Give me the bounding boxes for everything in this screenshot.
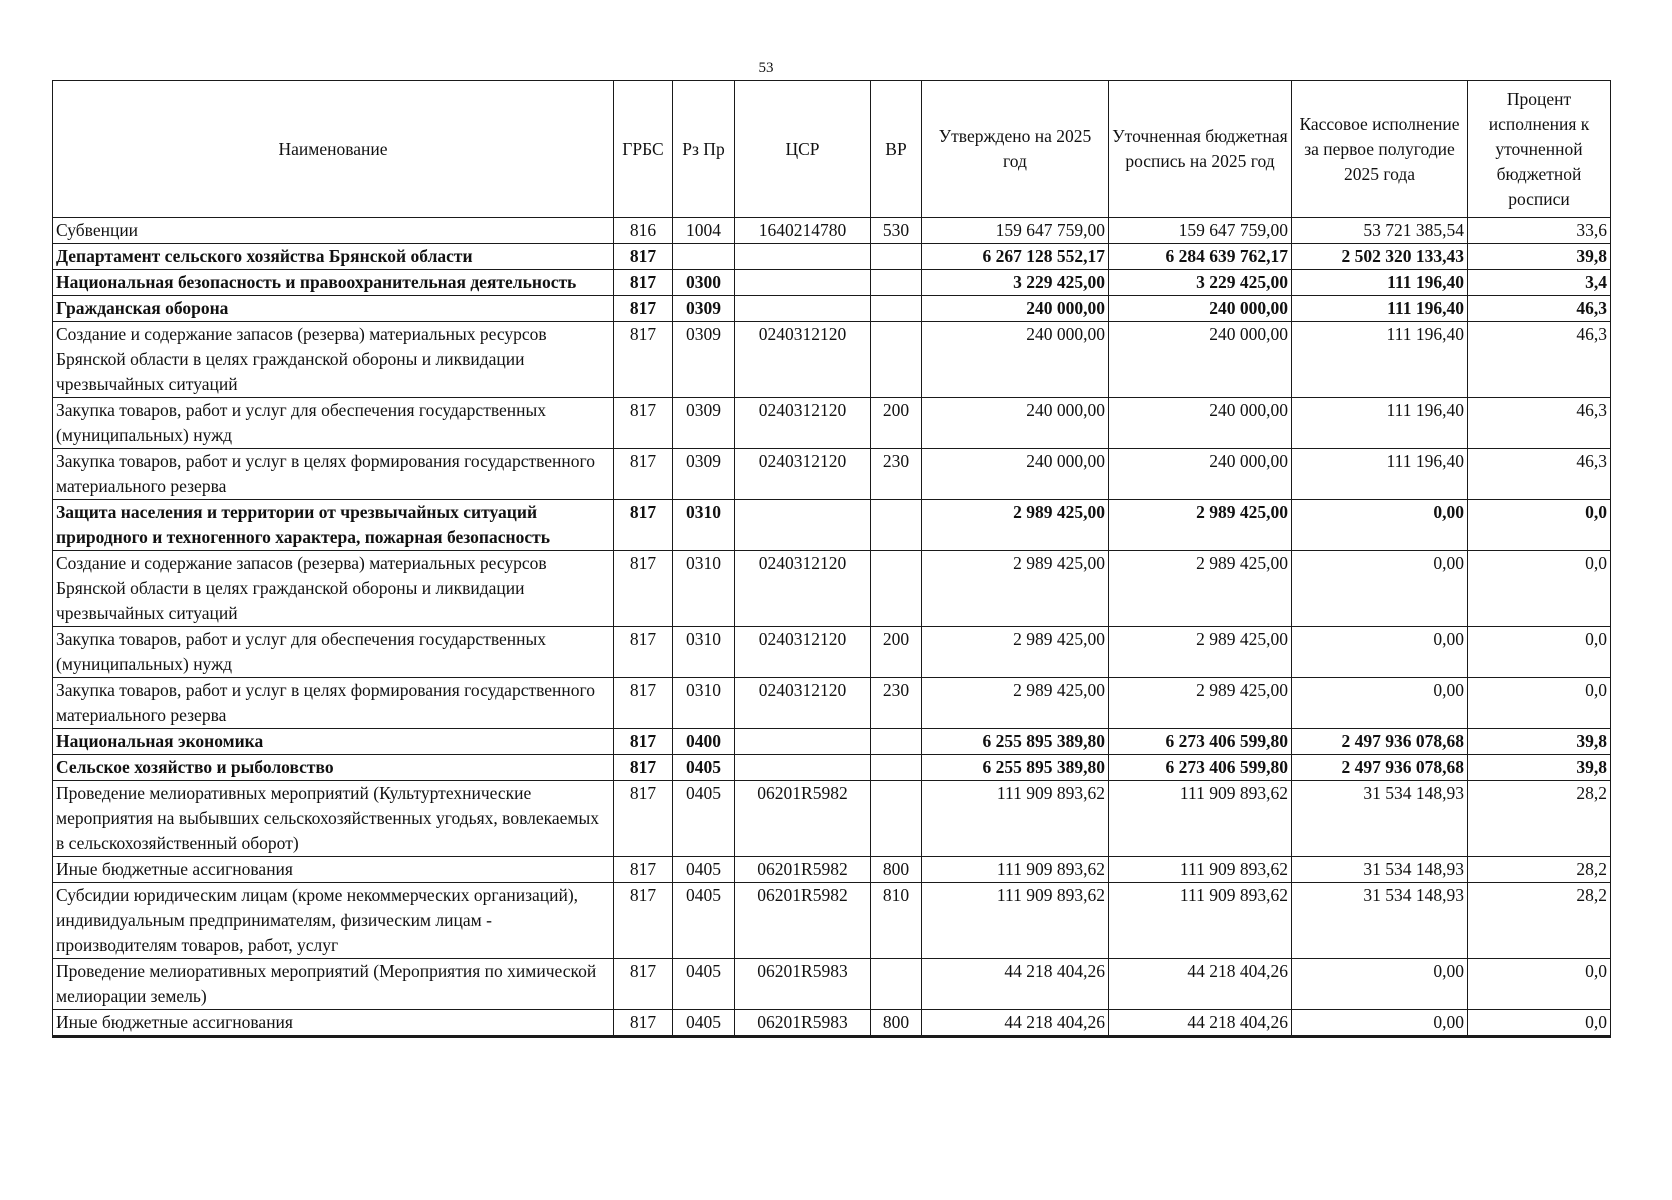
cell-refined: 44 218 404,26 [1109,959,1292,1010]
cell-vr: 810 [871,883,922,959]
cell-csr: 06201R5983 [735,1010,871,1037]
cell-name: Закупка товаров, работ и услуг для обеспечения государственных (муниципальных) нужд [53,398,614,449]
header-cash: Кассовое исполнение за первое полугодие 2025 года [1292,81,1468,218]
table-row [53,270,1611,296]
cell-vr [871,959,922,1010]
cell-approved: 44 218 404,26 [922,1010,1109,1037]
cell-cash: 2 502 320 133,43 [1292,244,1468,270]
cell-csr: 0240312120 [735,449,871,500]
cell-cash: 0,00 [1292,551,1468,627]
cell-rzpr [673,244,735,270]
cell-rzpr: 0310 [673,500,735,551]
cell-approved: 111 909 893,62 [922,781,1109,857]
cell-name: Создание и содержание запасов (резерва) материальных ресурсов Брянской области в целях гражданской обороны и ликвидации чрезвычайных ситуаций [53,322,614,398]
cell-rzpr: 0309 [673,296,735,322]
cell-grbs: 817 [614,857,673,883]
cell-refined: 3 229 425,00 [1109,270,1292,296]
table-row [53,678,1611,729]
header-grbs: ГРБС [614,81,673,218]
cell-csr: 06201R5982 [735,883,871,959]
table-row [53,551,1611,627]
cell-percent: 28,2 [1468,857,1611,883]
cell-grbs: 817 [614,729,673,755]
cell-vr: 200 [871,627,922,678]
budget-table [52,80,1611,1038]
cell-cash: 31 534 148,93 [1292,781,1468,857]
cell-csr [735,244,871,270]
header-name: Наименование [53,81,614,218]
cell-cash: 31 534 148,93 [1292,883,1468,959]
cell-rzpr: 0310 [673,678,735,729]
header-refined: Уточненная бюджетная роспись на 2025 год [1109,81,1292,218]
cell-vr [871,244,922,270]
cell-vr [871,500,922,551]
cell-grbs: 817 [614,678,673,729]
cell-csr: 06201R5982 [735,857,871,883]
cell-name: Иные бюджетные ассигнования [53,857,614,883]
cell-vr: 800 [871,1010,922,1037]
cell-csr: 1640214780 [735,218,871,244]
cell-approved: 2 989 425,00 [922,627,1109,678]
cell-refined: 2 989 425,00 [1109,500,1292,551]
cell-cash: 0,00 [1292,678,1468,729]
cell-cash: 0,00 [1292,959,1468,1010]
header-approved: Утверждено на 2025 год [922,81,1109,218]
header-csr: ЦСР [735,81,871,218]
header-vr: ВР [871,81,922,218]
cell-percent: 0,0 [1468,500,1611,551]
cell-cash: 0,00 [1292,1010,1468,1037]
cell-percent: 39,8 [1468,244,1611,270]
cell-approved: 240 000,00 [922,398,1109,449]
cell-rzpr: 0400 [673,729,735,755]
cell-grbs: 817 [614,296,673,322]
cell-grbs: 817 [614,398,673,449]
cell-rzpr: 0310 [673,627,735,678]
cell-refined: 111 909 893,62 [1109,883,1292,959]
table-row [53,781,1611,857]
cell-approved: 240 000,00 [922,296,1109,322]
cell-refined: 159 647 759,00 [1109,218,1292,244]
cell-rzpr: 0309 [673,398,735,449]
cell-rzpr: 1004 [673,218,735,244]
cell-name: Национальная экономика [53,729,614,755]
cell-vr [871,551,922,627]
cell-percent: 33,6 [1468,218,1611,244]
cell-name: Закупка товаров, работ и услуг в целях формирования государственного материального резерва [53,678,614,729]
table-row [53,218,1611,244]
cell-name: Субвенции [53,218,614,244]
cell-grbs: 817 [614,781,673,857]
cell-cash: 111 196,40 [1292,322,1468,398]
table-row [53,755,1611,781]
table-row [53,729,1611,755]
cell-csr: 06201R5983 [735,959,871,1010]
cell-vr [871,296,922,322]
cell-refined: 6 273 406 599,80 [1109,755,1292,781]
cell-refined: 111 909 893,62 [1109,781,1292,857]
cell-refined: 6 273 406 599,80 [1109,729,1292,755]
cell-rzpr: 0310 [673,551,735,627]
cell-percent: 28,2 [1468,883,1611,959]
header-percent: Процент исполнения к уточненной бюджетной росписи [1468,81,1611,218]
cell-approved: 6 255 895 389,80 [922,729,1109,755]
cell-percent: 46,3 [1468,449,1611,500]
cell-cash: 111 196,40 [1292,398,1468,449]
cell-name: Закупка товаров, работ и услуг для обеспечения государственных (муниципальных) нужд [53,627,614,678]
cell-percent: 0,0 [1468,1010,1611,1037]
cell-grbs: 817 [614,449,673,500]
cell-name: Проведение мелиоративных мероприятий (Мероприятия по химической мелиорации земель) [53,959,614,1010]
cell-vr [871,781,922,857]
cell-vr [871,322,922,398]
table-header-row [53,81,1611,218]
table-row [53,398,1611,449]
cell-percent: 0,0 [1468,551,1611,627]
cell-rzpr: 0309 [673,322,735,398]
cell-csr: 06201R5982 [735,781,871,857]
cell-grbs: 817 [614,1010,673,1037]
cell-csr [735,755,871,781]
cell-approved: 6 255 895 389,80 [922,755,1109,781]
cell-rzpr: 0405 [673,883,735,959]
cell-vr: 800 [871,857,922,883]
cell-cash: 111 196,40 [1292,449,1468,500]
cell-grbs: 817 [614,244,673,270]
cell-approved: 44 218 404,26 [922,959,1109,1010]
table-row [53,244,1611,270]
cell-approved: 2 989 425,00 [922,551,1109,627]
cell-grbs: 817 [614,500,673,551]
cell-name: Сельское хозяйство и рыболовство [53,755,614,781]
cell-cash: 53 721 385,54 [1292,218,1468,244]
cell-percent: 39,8 [1468,755,1611,781]
cell-rzpr: 0405 [673,781,735,857]
cell-rzpr: 0405 [673,959,735,1010]
cell-percent: 46,3 [1468,296,1611,322]
cell-csr [735,296,871,322]
cell-approved: 240 000,00 [922,322,1109,398]
cell-vr: 230 [871,678,922,729]
cell-percent: 46,3 [1468,322,1611,398]
cell-grbs: 817 [614,959,673,1010]
cell-approved: 111 909 893,62 [922,857,1109,883]
cell-approved: 3 229 425,00 [922,270,1109,296]
cell-name: Закупка товаров, работ и услуг в целях формирования государственного материального резерва [53,449,614,500]
cell-rzpr: 0405 [673,857,735,883]
table-row [53,449,1611,500]
cell-refined: 44 218 404,26 [1109,1010,1292,1037]
cell-approved: 2 989 425,00 [922,500,1109,551]
table-row [53,883,1611,959]
table-row [53,857,1611,883]
cell-csr [735,500,871,551]
page-number: 53 [758,60,774,76]
cell-rzpr: 0300 [673,270,735,296]
cell-csr: 0240312120 [735,322,871,398]
cell-name: Проведение мелиоративных мероприятий (Культуртехнические мероприятия на выбывших сельскохозяйственных угодьях, вовлекаемых в сельскохозяйственный оборот) [53,781,614,857]
cell-grbs: 817 [614,883,673,959]
cell-percent: 0,0 [1468,959,1611,1010]
cell-vr [871,729,922,755]
cell-name: Департамент сельского хозяйства Брянской области [53,244,614,270]
cell-cash: 111 196,40 [1292,270,1468,296]
cell-percent: 0,0 [1468,627,1611,678]
cell-percent: 46,3 [1468,398,1611,449]
table-row [53,627,1611,678]
cell-cash: 31 534 148,93 [1292,857,1468,883]
cell-name: Иные бюджетные ассигнования [53,1010,614,1037]
cell-cash: 0,00 [1292,500,1468,551]
cell-name: Создание и содержание запасов (резерва) материальных ресурсов Брянской области в целях гражданской обороны и ликвидации чрезвычайных ситуаций [53,551,614,627]
cell-grbs: 817 [614,270,673,296]
cell-percent: 39,8 [1468,729,1611,755]
cell-approved: 240 000,00 [922,449,1109,500]
cell-refined: 111 909 893,62 [1109,857,1292,883]
cell-cash: 0,00 [1292,627,1468,678]
header-rzpr: Рз Пр [673,81,735,218]
cell-cash: 2 497 936 078,68 [1292,755,1468,781]
cell-refined: 2 989 425,00 [1109,627,1292,678]
cell-refined: 2 989 425,00 [1109,551,1292,627]
cell-vr [871,755,922,781]
cell-name: Гражданская оборона [53,296,614,322]
cell-csr: 0240312120 [735,551,871,627]
cell-grbs: 817 [614,322,673,398]
cell-approved: 159 647 759,00 [922,218,1109,244]
cell-approved: 111 909 893,62 [922,883,1109,959]
cell-refined: 240 000,00 [1109,322,1292,398]
cell-csr [735,729,871,755]
table-body [53,218,1611,1037]
cell-refined: 240 000,00 [1109,449,1292,500]
cell-cash: 111 196,40 [1292,296,1468,322]
cell-percent: 0,0 [1468,678,1611,729]
cell-name: Субсидии юридическим лицам (кроме некоммерческих организаций), индивидуальным предпринимателям, физическим лицам - производителям товаров, работ, услуг [53,883,614,959]
cell-vr: 530 [871,218,922,244]
cell-approved: 2 989 425,00 [922,678,1109,729]
table-row [53,959,1611,1010]
cell-csr: 0240312120 [735,398,871,449]
cell-grbs: 816 [614,218,673,244]
cell-rzpr: 0405 [673,755,735,781]
cell-grbs: 817 [614,755,673,781]
table-row [53,322,1611,398]
cell-vr: 200 [871,398,922,449]
cell-refined: 6 284 639 762,17 [1109,244,1292,270]
cell-name: Защита населения и территории от чрезвычайных ситуаций природного и техногенного характера, пожарная безопасность [53,500,614,551]
cell-csr: 0240312120 [735,678,871,729]
cell-percent: 28,2 [1468,781,1611,857]
cell-rzpr: 0309 [673,449,735,500]
cell-vr: 230 [871,449,922,500]
table-row [53,1010,1611,1037]
cell-csr: 0240312120 [735,627,871,678]
cell-grbs: 817 [614,551,673,627]
cell-approved: 6 267 128 552,17 [922,244,1109,270]
cell-percent: 3,4 [1468,270,1611,296]
cell-name: Национальная безопасность и правоохранительная деятельность [53,270,614,296]
table-row [53,500,1611,551]
cell-refined: 240 000,00 [1109,398,1292,449]
table-row [53,296,1611,322]
cell-refined: 2 989 425,00 [1109,678,1292,729]
cell-grbs: 817 [614,627,673,678]
cell-rzpr: 0405 [673,1010,735,1037]
cell-cash: 2 497 936 078,68 [1292,729,1468,755]
cell-csr [735,270,871,296]
cell-vr [871,270,922,296]
cell-refined: 240 000,00 [1109,296,1292,322]
